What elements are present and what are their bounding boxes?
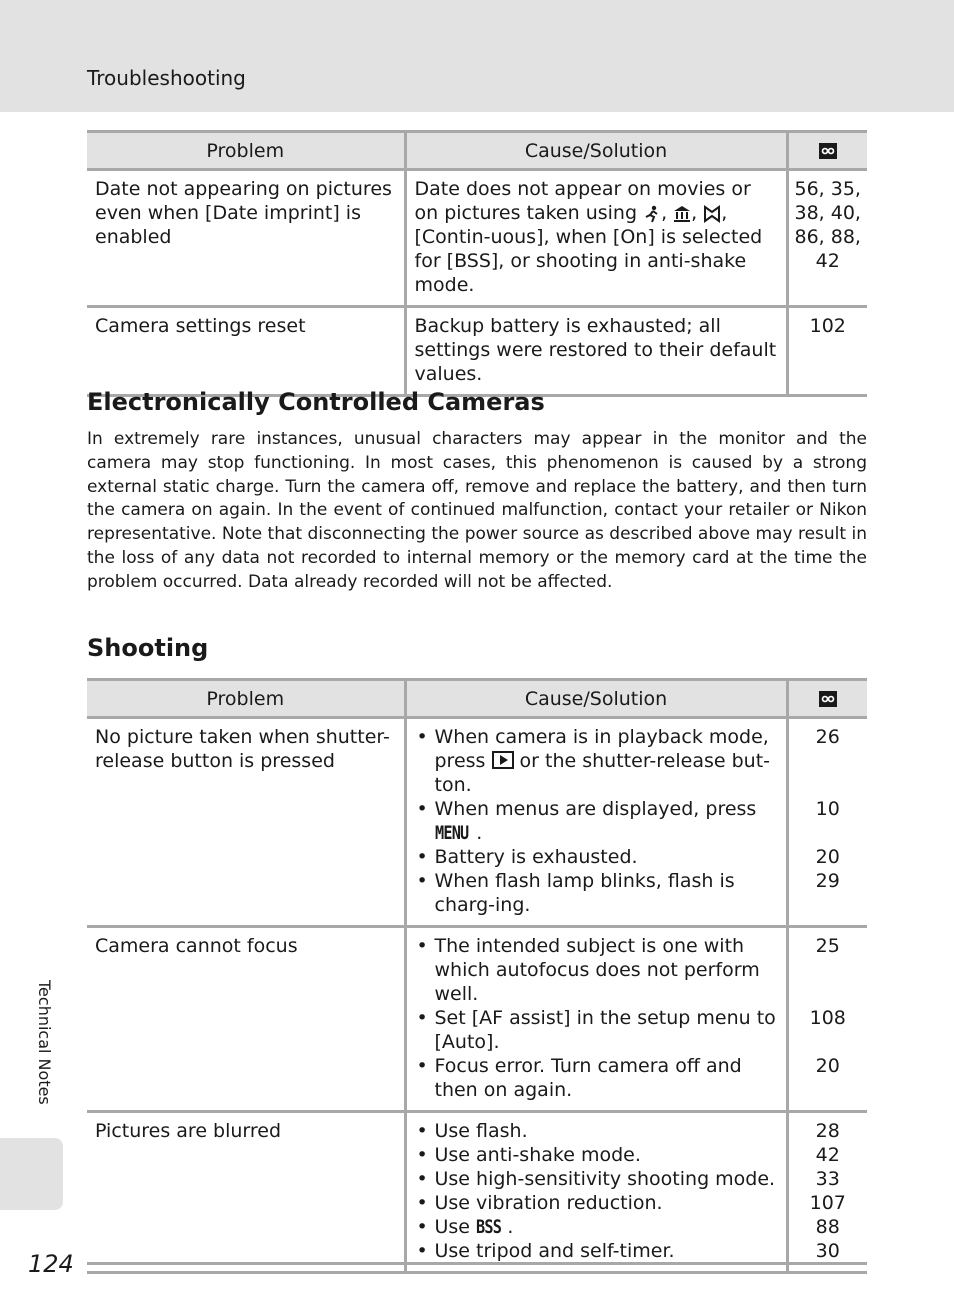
- problem-column-header: Problem: [87, 680, 405, 718]
- solution-item: • Use flash.: [415, 1119, 778, 1143]
- header-band: [0, 0, 954, 112]
- museum-mode-icon: [673, 205, 691, 223]
- shooting-table: [87, 678, 867, 1274]
- solution-item: • When camera is in playback mode, press or the shutter-release but-ton.: [415, 725, 778, 797]
- solution-item: • Focus error. Turn camera off and then on again.: [415, 1054, 778, 1102]
- section-title-electronic: Electronically Controlled Cameras: [87, 388, 545, 416]
- problem-cell: Pictures are blurred: [87, 1112, 405, 1273]
- cause-column-header: Cause/Solution: [405, 680, 787, 718]
- footer-rule: [87, 1262, 867, 1265]
- problem-cell: Camera settings reset: [87, 307, 405, 396]
- table-header-row: [87, 680, 867, 718]
- running-header: Troubleshooting: [87, 66, 246, 90]
- page-reference-cell: 56, 35, 38, 40, 86, 88, 42: [787, 170, 867, 307]
- cause-text: Date does not appear on movies or on pictures taken using: [414, 178, 751, 224]
- solution-item: • Use tripod and self-timer.: [415, 1239, 778, 1263]
- problem-cell: No picture taken when shutter-release button is pressed: [87, 718, 405, 927]
- page-reference-cell: 25 108 20: [787, 927, 867, 1112]
- table-row: [87, 170, 867, 307]
- cause-cell: [405, 718, 787, 927]
- table-row: [87, 307, 867, 396]
- sidebar-section-label: Technical Notes: [35, 980, 54, 1105]
- problem-cell: Camera cannot focus: [87, 927, 405, 1112]
- solution-item: • Use vibration reduction.: [415, 1191, 778, 1215]
- section-title-shooting: Shooting: [87, 634, 209, 662]
- bss-icon: BSS: [476, 1216, 502, 1238]
- solution-item: • Use high-sensitivity shooting mode.: [415, 1167, 778, 1191]
- book-reference-icon: [787, 132, 867, 170]
- cause-cell: [405, 1112, 787, 1273]
- table-header-row: [87, 132, 867, 170]
- solution-item: • Set [AF assist] in the setup menu to [Auto].: [415, 1006, 778, 1054]
- section-paragraph: In extremely rare instances, unusual characters may appear in the monitor and the camera may stop functioning. In most cases, this phenomenon is caused by a strong external static charge. Turn the camera off, remove and replace the battery, and then turn the camera on again. In the event of continued malfunction, contact your retailer or Nikon representative. Note that disconnecting the power source as described above may result in the loss of any data not recorded to internal memory or the memory card at the time the problem occurred. Data already recorded will not be affected.: [87, 429, 867, 592]
- cause-cell: Backup battery is exhausted; all settings were restored to their default values.: [405, 307, 787, 396]
- table-row: [87, 718, 867, 927]
- page-reference-cell: 26 10 20 29: [787, 718, 867, 927]
- cause-text: , [Contin-uous], when [On] is selected for [BSS], or shooting in anti-shake mode.: [414, 202, 763, 296]
- book-reference-icon: [787, 680, 867, 718]
- solution-item: • The intended subject is one with which autofocus does not perform well.: [415, 934, 778, 1006]
- problem-cell: Date not appearing on pictures even when [Date imprint] is enabled: [87, 170, 405, 307]
- troubleshooting-table-continued: [87, 130, 867, 397]
- sidebar-tab: [0, 1138, 63, 1210]
- page-reference-cell: 102: [787, 307, 867, 396]
- page-reference-cell: 28 42 33 107 88 30: [787, 1112, 867, 1273]
- cause-column-header: Cause/Solution: [405, 132, 787, 170]
- menu-button-icon: MENU: [434, 822, 468, 844]
- solution-item: • When flash lamp blinks, flash is charg-ing.: [415, 869, 778, 917]
- page-number: 124: [28, 1250, 74, 1278]
- solution-item: • Use anti-shake mode.: [415, 1143, 778, 1167]
- problem-column-header: Problem: [87, 132, 405, 170]
- solution-item: • Battery is exhausted.: [415, 845, 778, 869]
- table-row: [87, 1112, 867, 1273]
- panorama-assist-icon: [703, 205, 721, 223]
- sports-mode-icon: [643, 205, 661, 223]
- solution-item: • Use BSS .: [415, 1215, 778, 1239]
- table-row: [87, 927, 867, 1112]
- playback-button-icon: [492, 751, 514, 769]
- solution-item: • When menus are displayed, press MENU .: [415, 797, 778, 845]
- cause-cell: Date does not appear on movies or on pictures taken using , , , [Contin-uous], when [On] is selected for [BSS], or shooting in anti-shake mode.: [405, 170, 787, 307]
- cause-cell: [405, 927, 787, 1112]
